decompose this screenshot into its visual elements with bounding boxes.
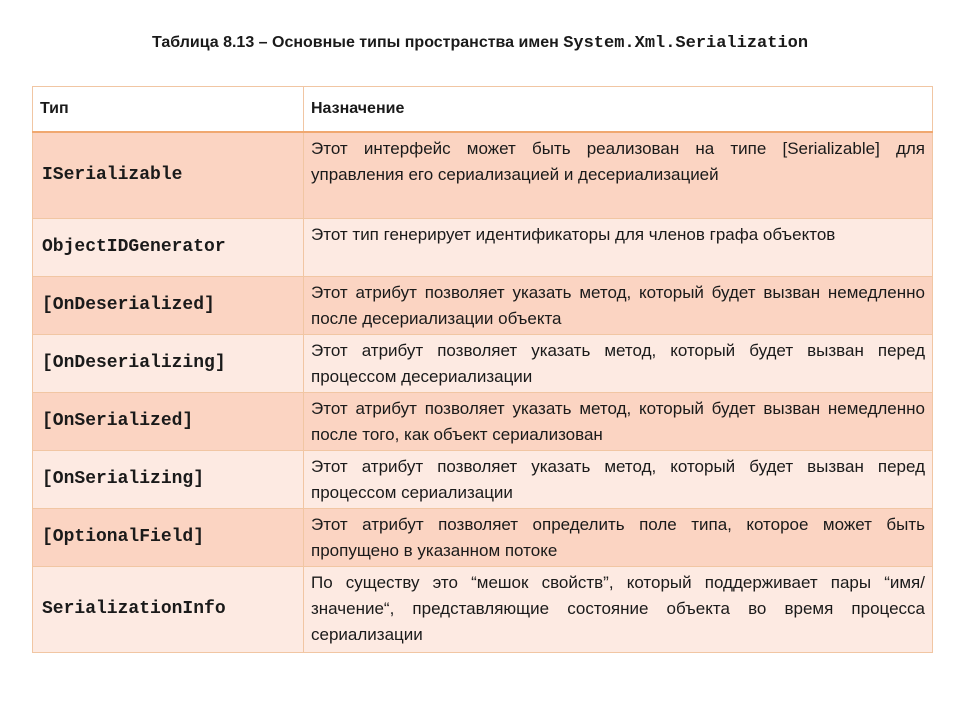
table-row	[33, 450, 933, 508]
table-row	[33, 334, 933, 392]
type-cell: [OnSerialized]	[33, 392, 304, 450]
table-row	[33, 392, 933, 450]
table-row	[33, 508, 933, 566]
header-purpose: Назначение	[304, 87, 933, 133]
table-row	[33, 132, 933, 218]
types-table	[32, 86, 933, 653]
description-cell: Этот тип генерирует идентификаторы для членов графа объектов	[304, 218, 933, 276]
type-cell: [OptionalField]	[33, 508, 304, 566]
table-row	[33, 218, 933, 276]
description-cell: Этот атрибут позволяет указать метод, который будет вызван перед процессом десериализации	[304, 334, 933, 392]
table-row	[33, 276, 933, 334]
table-row	[33, 566, 933, 652]
type-cell: [OnDeserialized]	[33, 276, 304, 334]
type-cell: ISerializable	[33, 132, 304, 218]
caption-text: Таблица 8.13 – Основные типы пространства имен	[151, 34, 564, 51]
description-cell: Этот атрибут позволяет указать метод, который будет вызван немедленно после десериализации объекта	[304, 276, 933, 334]
description-cell: Этот интерфейс может быть реализован на типе [Serializable] для управления его сериализацией и десериализацией	[304, 132, 933, 218]
table-header-row	[33, 87, 933, 133]
table-caption	[0, 34, 960, 53]
type-cell: [OnDeserializing]	[33, 334, 304, 392]
description-cell: Этот атрибут позволяет указать метод, который будет вызван немедленно после того, как объект сериализован	[304, 392, 933, 450]
description-cell: По существу это “мешок свойств”, который поддерживает пары “имя/значение“, представляющие состояние объекта во время процесса сериализации	[304, 566, 933, 652]
header-type: Тип	[33, 87, 304, 133]
type-cell: ObjectIDGenerator	[33, 218, 304, 276]
caption-namespace: System.Xml.Serialization	[563, 34, 809, 53]
type-cell: [OnSerializing]	[33, 450, 304, 508]
type-cell: SerializationInfo	[33, 566, 304, 652]
description-cell: Этот атрибут позволяет указать метод, который будет вызван перед процессом сериализации	[304, 450, 933, 508]
description-cell: Этот атрибут позволяет определить поле типа, которое может быть пропущено в указанном потоке	[304, 508, 933, 566]
